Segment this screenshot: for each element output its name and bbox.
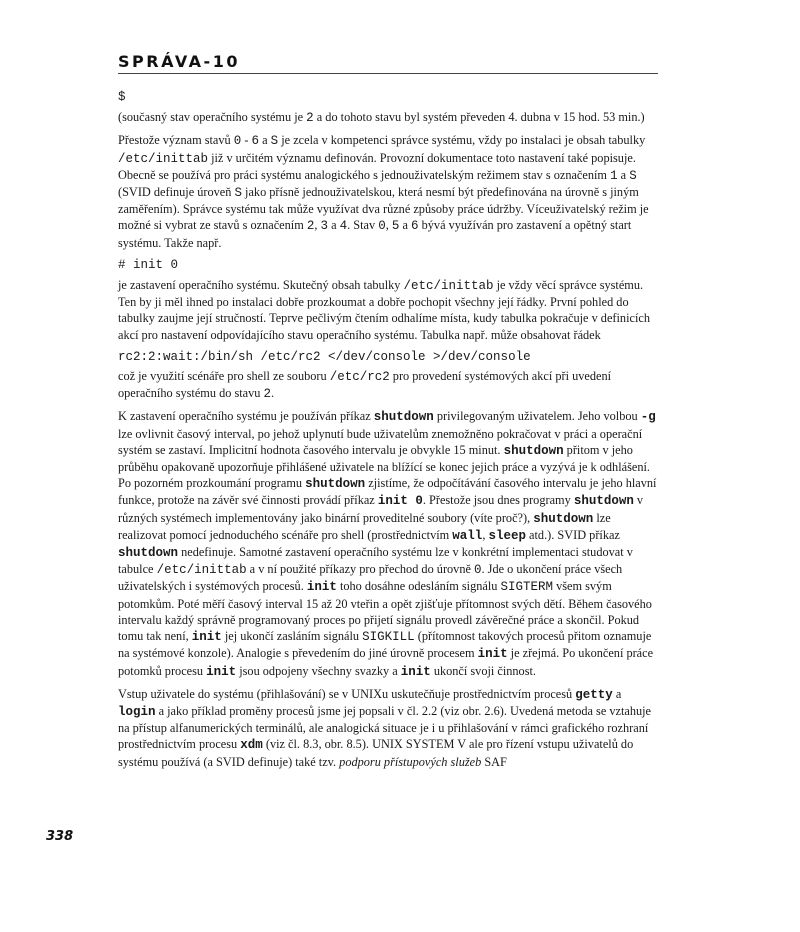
text-run: a (259, 133, 271, 148)
inline-code: 5 (391, 219, 400, 234)
inline-code: /etc/rc2 (329, 370, 390, 385)
text-run: je zřejmá. Po ukončení práce potomků procesu (118, 646, 654, 678)
body-paragraph (118, 132, 660, 250)
command-name: init (206, 664, 237, 679)
command-name: shutdown (573, 494, 634, 509)
text-run: jako přísně jednouživatelskou, která nesmí být předefinována na úrovně s jiným zaměřením). Správce systému tak může využívat dva různé způsoby práce údržby. Víceuživatelský režim je možné si vybrat ze stavů s označením (118, 185, 649, 233)
inline-code: 0 (233, 134, 242, 149)
page-number: 338 (46, 829, 74, 844)
command-name: init (400, 664, 431, 679)
inline-code: 0 (474, 563, 482, 578)
text-run: což je využití scénáře pro shell ze souboru (118, 369, 330, 384)
inline-code: SIGTERM (500, 580, 553, 595)
inline-code: 2 (263, 387, 272, 402)
inline-code: 2 (306, 111, 314, 126)
command-name: shutdown (533, 511, 594, 526)
text-run: . Jde o ukončení práce všech uživatelských i systémových procesů. (118, 562, 623, 594)
text-run: je vždy věcí správce systému. Ten by ji měl ihned po instalaci dobře prozkoumat a dobře pochopit všechny její řádky. První pohled do tabulky zaujme její stručností. Teprve pečlivým čtením odhalíme místa, kudy tabulka pokračuje v definicích akcí pro nastavení odpovídajícího stavu operačního systému. Tabulka např. může obsahovat řádek (118, 278, 650, 342)
code-line (118, 349, 660, 365)
inline-code: 0 (378, 219, 386, 234)
body-paragraph (118, 277, 660, 343)
command-name: -g (640, 410, 656, 425)
command-name: init (477, 647, 508, 662)
text-run: privilegovaným uživatelem. Jeho volbou (433, 409, 641, 424)
body-paragraph (118, 109, 660, 126)
command-name: init 0 (377, 494, 423, 509)
command-name: init (306, 580, 337, 595)
text-run: toho dosáhne odesláním signálu (336, 579, 501, 594)
text-run: K zastavení operačního systému je používán příkaz (118, 409, 374, 424)
text-run: nedefinuje. Samotné zastavení operačního systému lze v konkrétní implementaci studovat v tabulce (118, 545, 633, 577)
command-name: login (118, 704, 156, 719)
command-name: getty (575, 687, 613, 702)
command-name: shutdown (305, 477, 366, 492)
inline-code: # init 0 (118, 257, 179, 272)
command-name: xdm (240, 738, 263, 753)
emphasis-text: podporu přístupových služeb (339, 754, 482, 769)
text-run: (přítomnost takových procesů přitom oznamuje na systémové konzole). Analogie s převedením do jiné úrovně procesem (118, 629, 652, 661)
text-run: , (482, 527, 489, 542)
inline-code: S (270, 134, 279, 149)
text-run: je zastavení operačního systému. Skutečný obsah tabulky (118, 278, 404, 293)
text-run: (viz čl. 8.3, obr. 8.5). UNIX SYSTEM V ale pro řízení vstupu uživatelů do systému používá (a SVID definuje) také tzv. (118, 737, 634, 769)
text-run: již v určitém významu definován. Provozní dokumentace toto nastavení také popisuje. Obecně se používá pro práci systému analogického s jednouživatelským režimem stav s označením (118, 150, 636, 182)
text-run: jej ukončí zasláním signálu (221, 629, 363, 644)
text-run: a (612, 686, 622, 701)
inline-code: S (629, 168, 637, 183)
text-run: je zcela v kompetenci správce systému, vždy po instalaci je obsah tabulky (278, 133, 646, 148)
text-run: ukončí svoji činnost. (430, 663, 536, 678)
body-paragraph (118, 368, 660, 402)
body-paragraph (118, 686, 660, 770)
text-run: . Přestože jsou dnes programy (422, 493, 574, 508)
text-run: a do tohoto stavu byl systém převeden 4. dubna v 15 hod. 53 min.) (313, 110, 645, 125)
text-run: jsou odpojeny všechny svazky a (236, 663, 401, 678)
text-run: Vstup uživatele do systému (přihlašování) se v UNIXu uskutečňuje prostřednictvím procesů (118, 686, 576, 701)
command-name: sleep (488, 528, 526, 543)
text-run: a jako příklad proměny procesů jsme jej popsali v čl. 2.2 (viz obr. 2.6). Uvedená metoda se vztahuje na přístup alfanumerických terminálů, ale analogická situace je i u přihlašování v rámci grafického rozhraní prostřednictvím procesu (118, 703, 652, 752)
text-run: . (271, 386, 275, 401)
text-run: přitom v jeho průběhu opakovaně upozorňuje přihlášené uživatele na blížící se konec jejich práce a vyzývá je k odhlášení. Po pozorném prozkoumání programu (118, 442, 650, 491)
text-run: (SVID definuje úroveň (118, 185, 235, 200)
body-paragraph (118, 408, 660, 679)
text-run: v různých systémech implementovány jako binární proveditelné soubory (víte proč?), (118, 493, 644, 525)
text-run: . Stav (347, 218, 379, 233)
text-run: , (385, 218, 392, 233)
header-rule (118, 73, 658, 74)
text-run: a (617, 167, 630, 182)
text-run: a (328, 218, 340, 233)
text-run: bývá využíván pro zastavení a opětný start systému. Takže např. (118, 218, 632, 250)
inline-code: /etc/inittab (403, 279, 494, 294)
command-name: shutdown (118, 546, 179, 561)
text-run: lze ovlivnit časový interval, po jehož uplynutí bude uživatelům znemožněno pokračovat v práci a operační systém se zastaví. Implicitní hodnota časového intervalu je obvykle 15 minut. (118, 426, 643, 457)
inline-code: 3 (320, 219, 329, 234)
text-run: , (314, 218, 321, 233)
text-run: atd.). SVID příkaz (525, 527, 620, 542)
command-name: shutdown (373, 410, 434, 425)
shell-prompt (118, 257, 660, 273)
page-body (118, 89, 660, 776)
inline-code: /etc/inittab (118, 151, 209, 166)
inline-code: /etc/inittab (156, 563, 247, 578)
inline-code: rc2:2:wait:/bin/sh /etc/rc2 </dev/console >/dev/console (118, 349, 531, 364)
inline-code: S (234, 186, 242, 201)
text-run: pro provedení systémových akcí při uvedení operačního systému do stavu (118, 369, 612, 401)
text-run: a v ní použité příkazy pro přechod do úrovně (246, 562, 475, 577)
command-name: init (191, 630, 222, 645)
inline-code: 2 (306, 219, 315, 234)
shell-prompt (118, 89, 660, 105)
text-run: Přestože význam stavů (118, 133, 234, 148)
page-header (118, 52, 658, 71)
inline-code: 1 (610, 168, 618, 183)
chapter-title: SPRÁVA-10 (118, 52, 240, 71)
text-run: (současný stav operačního systému je (118, 110, 307, 125)
inline-code: SIGKILL (362, 630, 415, 645)
text-run: SAF (481, 754, 507, 769)
text-run: lze realizovat pomocí jednoduchého scénáře pro shell (prostřednictvím (118, 510, 611, 542)
text-run: zjistíme, že odpočítávání časového intervalu je jeho hlavní funkce, protože na závěr své činnosti provádí příkaz (118, 476, 657, 508)
command-name: shutdown (503, 443, 564, 458)
inline-code: 6 (411, 219, 419, 234)
inline-code: $ (118, 90, 126, 104)
text-run: všem svým potomkům. Poté měří časový interval 15 až 20 vteřin a opět zjišťuje přítomnost svých dětí. Během časového intervalu každý správně programovaný proces po přijetí signálu provedl závěrečné práce a skončil. Pokud tomu tak není, (118, 579, 652, 644)
text-run: a (399, 218, 412, 233)
text-run: - (241, 133, 252, 148)
inline-code: 4 (339, 219, 348, 234)
command-name: wall (452, 528, 483, 543)
inline-code: 6 (251, 134, 260, 149)
